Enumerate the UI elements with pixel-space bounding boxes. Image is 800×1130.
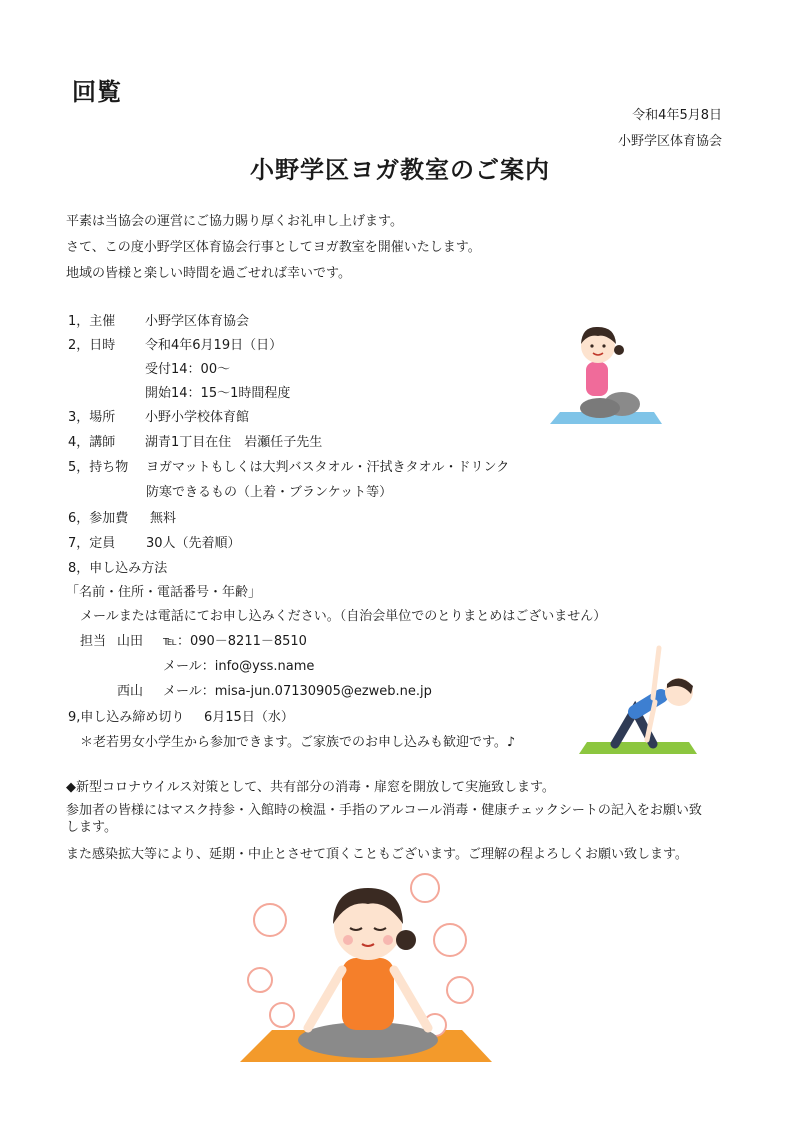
place-row bbox=[68, 406, 115, 425]
green-mat bbox=[579, 742, 697, 754]
footnote: ＊老若男女小学生から参加できます。ご家族でのお申し込みも歓迎です。♪ bbox=[80, 735, 516, 750]
host-row bbox=[68, 310, 115, 329]
datetime-value: 令和4年6月19日（日） bbox=[145, 338, 283, 353]
issuer: 小野学区体育協会 bbox=[617, 134, 722, 149]
belongings-label: 持ち物 bbox=[89, 460, 129, 475]
fee-label: 参加費 bbox=[89, 511, 129, 526]
hair-bun bbox=[396, 930, 416, 950]
intro-line-2: さて、この度小野学区体育協会行事としてヨガ教室を開催いたします。 bbox=[66, 240, 481, 255]
circulation-label: 回覧 bbox=[72, 78, 122, 106]
place-num: 3， bbox=[68, 410, 90, 425]
fee-value: 無料 bbox=[150, 511, 177, 526]
datetime-num: 2， bbox=[68, 338, 90, 353]
instructor-label: 講師 bbox=[89, 435, 116, 450]
page-title: 小野学区ヨガ教室のご案内 bbox=[250, 156, 550, 184]
capacity-label: 定員 bbox=[89, 536, 116, 551]
contact1-name: 山田 bbox=[117, 634, 144, 649]
intro-line-3: 地域の皆様と楽しい時間を過ごせれば幸いです。 bbox=[66, 266, 351, 281]
request-line-2: します。 bbox=[66, 820, 117, 835]
capacity-value: 30人（先着順） bbox=[146, 536, 241, 551]
apply-label: 申し込み方法 bbox=[89, 561, 168, 576]
apply-num: 8， bbox=[68, 561, 90, 576]
hair-bun bbox=[614, 345, 624, 355]
right-arm bbox=[394, 970, 428, 1028]
yoga-girl-sitting-illustration bbox=[540, 320, 670, 430]
contact-label: 担当 bbox=[80, 634, 107, 649]
belongings-value-2: 防寒できるもの（上着・ブランケット等） bbox=[146, 485, 393, 500]
contact1-mail bbox=[163, 655, 314, 674]
belongings-row bbox=[68, 456, 128, 475]
deadline-value: 6月15日（水） bbox=[204, 710, 294, 725]
issue-date: 令和4年5月8日 bbox=[632, 108, 722, 123]
apply-row bbox=[68, 557, 167, 576]
cancel-notice: また感染拡大等により、延期・中止とさせて頂くこともございます。ご理解の程よろしくお願い致します。 bbox=[66, 847, 688, 862]
belongings-value: ヨガマットもしくは大判バスタオル・汗拭きタオル・ドリンク bbox=[146, 460, 510, 475]
contact2-name: 西山 bbox=[117, 684, 144, 699]
capacity-num: 7， bbox=[68, 536, 90, 551]
deadline-label: 申し込み締め切り bbox=[80, 710, 185, 725]
mail-label-2: メール： bbox=[163, 684, 215, 699]
tel-number: 090－8211－8510 bbox=[189, 634, 307, 649]
datetime-row bbox=[68, 334, 115, 353]
apply-items: 「名前・住所・電話番号・年齢」 bbox=[66, 585, 262, 600]
request-line-1: 参加者の皆様にはマスク持参・入館時の検温・手指のアルコール消毒・健康チェックシートの記入をお願い致 bbox=[66, 803, 702, 818]
apply-how: メールまたは電話にてお申し込みください。（自治会単位でのとりまとめはございません） bbox=[80, 609, 607, 624]
pink-shirt bbox=[586, 362, 608, 396]
yoga-boy-stretch-illustration bbox=[575, 640, 705, 760]
reception-time: 受付14：00～ bbox=[145, 362, 231, 377]
instructor-row bbox=[68, 431, 115, 450]
start-time: 開始14：15～1時間程度 bbox=[145, 386, 291, 401]
pants bbox=[580, 398, 620, 418]
instructor-num: 4， bbox=[68, 435, 90, 450]
orange-shirt bbox=[342, 958, 394, 1030]
deadline-row bbox=[68, 706, 184, 725]
host-value: 小野学区体育協会 bbox=[145, 314, 250, 329]
belongings-num: 5， bbox=[68, 460, 90, 475]
meditation-girl-illustration bbox=[230, 860, 500, 1070]
mail-label: メール： bbox=[163, 659, 215, 674]
host-num: 1， bbox=[68, 314, 90, 329]
contact1-tel bbox=[163, 630, 307, 649]
datetime-label: 日時 bbox=[89, 338, 116, 353]
mail-address-2: misa-jun.07130905@ezweb.ne.jp bbox=[214, 684, 432, 699]
deadline-num: 9, bbox=[68, 710, 81, 725]
instructor-value: 湖青1丁目在住 岩瀬任子先生 bbox=[145, 435, 323, 450]
intro-line-1: 平素は当協会の運営にご協力賜り厚くお礼申し上げます。 bbox=[66, 214, 403, 229]
covid-notice: ◆新型コロナウイルス対策として、共有部分の消毒・扉窓を開放して実施致します。 bbox=[66, 780, 555, 795]
place-label: 場所 bbox=[89, 410, 116, 425]
host-label: 主催 bbox=[89, 314, 116, 329]
fee-num: 6， bbox=[68, 511, 90, 526]
left-arm bbox=[308, 970, 342, 1028]
mail-address-1: info@yss.name bbox=[214, 659, 315, 674]
tel-label: ℡： bbox=[163, 634, 190, 649]
fee-row bbox=[68, 507, 128, 526]
capacity-row bbox=[68, 532, 115, 551]
contact2-mail bbox=[163, 680, 432, 699]
place-value: 小野小学校体育館 bbox=[145, 410, 250, 425]
